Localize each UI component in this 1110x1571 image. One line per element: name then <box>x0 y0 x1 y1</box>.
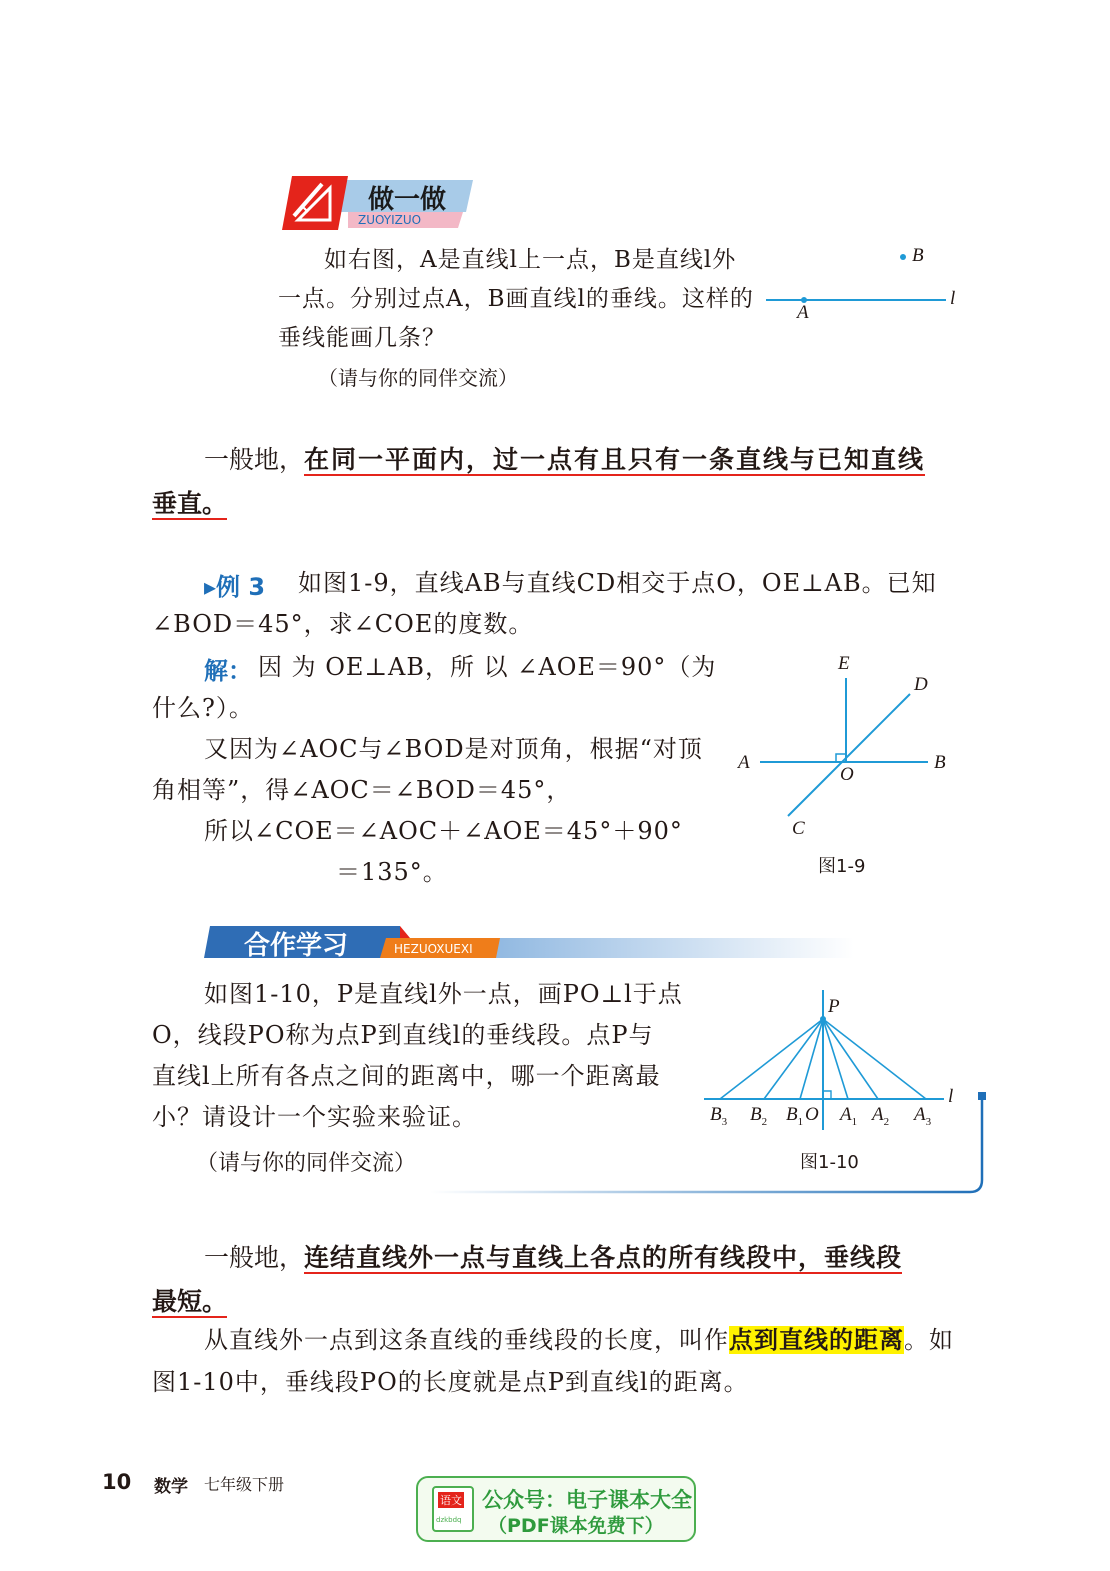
activity-line3: 垂线能画几条？ <box>278 325 446 351</box>
cooperate-line4: 小？请设计一个实验来验证。 <box>152 1103 477 1131</box>
fig110-sub-1: 1 <box>797 1115 804 1128</box>
fig110-label-A1: $A_1$ <box>840 1104 858 1128</box>
theorem1-bold-line1: 在同一平面内，过一点有且只有一条直线与已知直线 <box>304 445 926 474</box>
figure-1-9 <box>730 650 960 880</box>
cooperate-header <box>204 924 854 960</box>
fig19-label-B: B <box>934 752 946 773</box>
label-A: A <box>797 302 809 323</box>
activity-figure <box>760 240 970 330</box>
fig110-label-B3: $B_3$ <box>710 1104 728 1128</box>
solution-line4: 角相等”，得∠AOC＝∠BOD＝45°， <box>152 776 572 804</box>
solution-line2: 什么?）。 <box>152 694 254 722</box>
label-l: l <box>950 288 956 309</box>
example3-marker: ▸例 3 <box>204 573 266 601</box>
theorem2-lead: 一般地， <box>204 1243 305 1272</box>
fig110-label-O: O <box>805 1104 819 1125</box>
fig110-label-A2: $A_2$ <box>872 1104 890 1128</box>
activity-header <box>278 176 473 232</box>
theorem2-bold-line2: 最短。 <box>152 1287 228 1316</box>
cooperate-frame-line <box>420 1088 990 1198</box>
definition-line2: 图1-10中，垂线段PO的长度就是点P到直线l的距离。 <box>152 1368 749 1396</box>
cooperate-title: 合作学习 <box>244 931 349 961</box>
cooperate-line2: O，线段PO称为点P到直线l的垂线段。点P与 <box>152 1021 654 1049</box>
theorem1-bold-line2: 垂直。 <box>152 489 228 518</box>
fig110-sub-2: 2 <box>761 1115 768 1128</box>
cooperate-line3: 直线l上所有各点之间的距离中，哪一个距离最 <box>152 1062 661 1090</box>
solution-line1: 因 为 OE⊥AB，所 以 ∠AOE＝90°（为 <box>258 653 717 681</box>
fig110-sub-3: 3 <box>721 1115 728 1128</box>
example3-line1: 如图1-9，直线AB与直线CD相交于点O，OE⊥AB。已知 <box>298 569 937 597</box>
activity-title: 做一做 <box>368 185 447 215</box>
stamp-line2: （PDF课本免费下） <box>488 1515 664 1537</box>
solution-line3: 又因为∠AOC与∠BOD是对顶角，根据“对顶 <box>204 735 703 763</box>
definition-term: 点到直线的距离 <box>729 1326 904 1354</box>
footer-subject: 数学 <box>154 1477 188 1497</box>
fig110-label-l: l <box>948 1086 954 1107</box>
stamp-line1: 公众号：电子课本大全 <box>482 1488 692 1512</box>
activity-line2: 一点。分别过点A，B画直线l的垂线。这样的 <box>278 286 754 312</box>
footer-grade: 七年级下册 <box>204 1475 285 1494</box>
example3-line2: ∠BOD＝45°，求∠COE的度数。 <box>152 610 534 638</box>
fig19-label-E: E <box>838 653 850 674</box>
fig110-caption: 图1-10 <box>800 1152 859 1173</box>
fig110-label-P: P <box>828 996 840 1017</box>
fig110-label-B2: $B_2$ <box>750 1104 768 1128</box>
definition-text-a: 从直线外一点到这条直线的垂线段的长度，叫作 <box>204 1326 729 1354</box>
cooperate-subtitle: HEZUOXUEXI <box>394 942 473 956</box>
page-number: 10 <box>102 1470 132 1494</box>
definition-line1 <box>204 1320 954 1361</box>
cooperate-note: （请与你的同伴交流） <box>196 1151 417 1176</box>
watermark-stamp <box>416 1476 696 1542</box>
label-B: B <box>912 245 924 266</box>
fig110-label-B1: $B_1$ <box>786 1104 804 1128</box>
fig110-label-A3: $A_3$ <box>914 1104 932 1128</box>
stamp-small-text: dzkbdq <box>436 1516 462 1524</box>
cooperate-line1: 如图1-10，P是直线l外一点，画PO⊥l于点 <box>204 980 683 1008</box>
theorem2-bold-line1: 连结直线外一点与直线上各点的所有线段中，垂线段 <box>304 1243 903 1272</box>
activity-line1: 如右图，A是直线l上一点，B是直线l外 <box>324 247 737 273</box>
theorem2 <box>152 1236 962 1324</box>
definition-text-b: 。如 <box>904 1326 954 1354</box>
theorem1-lead: 一般地， <box>204 445 305 474</box>
fig19-caption: 图1-9 <box>818 856 866 877</box>
fig19-label-O: O <box>840 764 854 785</box>
fig19-label-C: C <box>792 818 805 839</box>
solution-label: 解： <box>204 657 252 685</box>
solution-line6: ＝135°。 <box>336 858 448 886</box>
fig19-label-A: A <box>738 752 750 773</box>
solution-line5: 所以∠COE＝∠AOC＋∠AOE＝45°＋90° <box>204 817 683 845</box>
book-icon <box>432 1486 474 1532</box>
book-icon-label: 语文 <box>440 1494 462 1507</box>
activity-note: （请与你的同伴交流） <box>318 366 518 390</box>
activity-subtitle: ZUOYIZUO <box>358 213 422 227</box>
theorem1 <box>152 438 962 526</box>
fig19-label-D: D <box>914 674 928 695</box>
